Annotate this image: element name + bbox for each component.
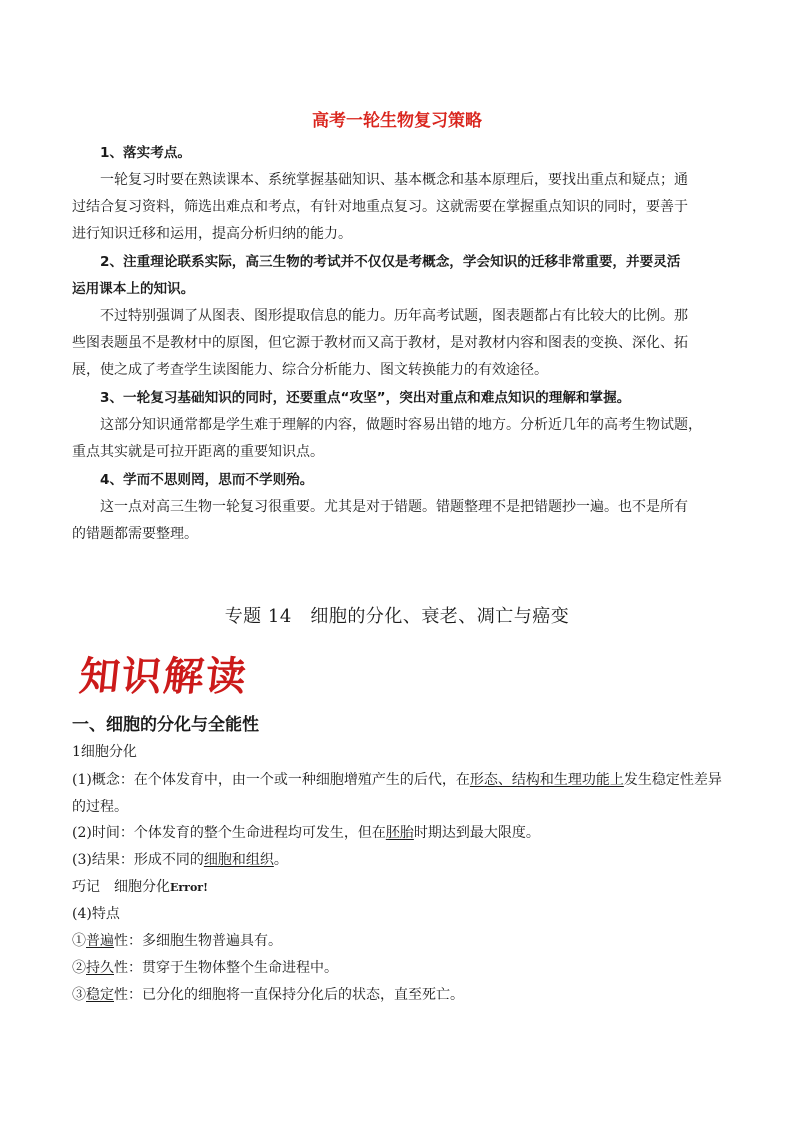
mnemonic-line — [72, 877, 732, 898]
feature-1-num: ① — [72, 933, 86, 949]
features-heading: (4)特点 — [72, 906, 120, 922]
result-line — [72, 850, 732, 870]
p3-heading: 3、一轮复习基础知识的同时，还要重点“攻坚”，突出对重点和难点知识的理解和掌握。 — [100, 390, 631, 406]
result-underlined: 细胞和组织 — [203, 852, 274, 868]
p2-line-3: 展，使之成了考查学生读图能力、综合分析能力、图文转换能力的有效途径。 — [72, 362, 548, 378]
mnemonic-error: Error! — [170, 881, 208, 894]
p1-line-2: 过结合复习资料，筛选出难点和考点，有针对地重点复习。这就需要在掌握重点知识的同时，要善于 — [72, 199, 688, 215]
feature-1-underlined: 普遍 — [86, 933, 114, 949]
feature-2-num: ② — [72, 960, 86, 976]
feature-2-underlined: 持久 — [86, 960, 114, 976]
feature-3-underlined: 稳定 — [86, 987, 114, 1003]
time-underlined: 胚胎 — [385, 825, 414, 841]
result-post: 。 — [273, 852, 288, 868]
feature-2-rest: 性：贯穿于生物体整个生命进程中。 — [114, 960, 338, 976]
strategy-title: 高考一轮生物复习策略 — [312, 111, 482, 131]
concept-line-2: 的过程。 — [72, 799, 128, 815]
feature-3-rest: 性：已分化的细胞将一直保持分化后的状态，直至死亡。 — [114, 987, 464, 1003]
mnemonic-text: 巧记 细胞分化 — [72, 879, 170, 895]
concept-underlined: 形态、结构和生理功能上 — [469, 772, 624, 788]
p4-heading: 4、学而不思则罔，思而不学则殆。 — [100, 472, 314, 488]
sub-heading-cell-differentiation: 1细胞分化 — [72, 744, 137, 760]
p2-line-2: 些图表题虽不是教材中的原图，但它源于教材而又高于教材，是对教材内容和图表的变换、深化、拓 — [72, 335, 688, 351]
feature-2 — [72, 958, 732, 978]
concept-pre: (1)概念：在个体发育中，由一个或一种细胞增殖产生的后代，在 — [72, 772, 470, 788]
time-post: 时期达到最大限度。 — [413, 825, 540, 841]
p4-line-2: 的错题都需要整理。 — [72, 526, 198, 542]
result-pre: (3)结果：形成不同的 — [72, 852, 204, 868]
p1-line-3: 进行知识迁移和运用，提高分析归纳的能力。 — [72, 226, 352, 242]
time-line — [72, 823, 732, 843]
p3-line-1: 这部分知识通常都是学生难于理解的内容，做题时容易出错的地方。分析近几年的高考生物试题， — [100, 417, 702, 433]
p3-line-2: 重点其实就是可拉开距离的重要知识点。 — [72, 444, 324, 460]
feature-1-rest: 性：多细胞生物普遍具有。 — [114, 933, 282, 949]
p1-line-1: 一轮复习时要在熟读课本、系统掌握基础知识、基本概念和基本原理后，要找出重点和疑点；通 — [100, 172, 688, 188]
feature-3 — [72, 985, 732, 1005]
concept-line-1 — [72, 770, 732, 790]
section-heading: 一、细胞的分化与全能性 — [72, 715, 259, 735]
topic-title: 专题 14 细胞的分化、衰老、凋亡与癌变 — [224, 606, 570, 627]
concept-post: 发生稳定性差异 — [623, 772, 722, 788]
p4-line-1: 这一点对高三生物一轮复习很重要。尤其是对于错题。错题整理不是把错题抄一遍。也不是所有 — [100, 499, 688, 515]
p1-heading: 1、落实考点。 — [100, 145, 192, 161]
feature-1 — [72, 931, 732, 951]
time-pre: (2)时间：个体发育的整个生命进程均可发生，但在 — [72, 825, 386, 841]
knowledge-banner: 知识解读 — [77, 654, 251, 700]
p2-heading-1: 2、注重理论联系实际，高三生物的考试并不仅仅是考概念，学会知识的迁移非常重要，并要灵活 — [100, 254, 681, 270]
p2-heading-2: 运用课本上的知识。 — [72, 281, 195, 297]
p2-line-1: 不过特别强调了从图表、图形提取信息的能力。历年高考试题，图表题都占有比较大的比例。那 — [100, 308, 688, 324]
feature-3-num: ③ — [72, 987, 86, 1003]
